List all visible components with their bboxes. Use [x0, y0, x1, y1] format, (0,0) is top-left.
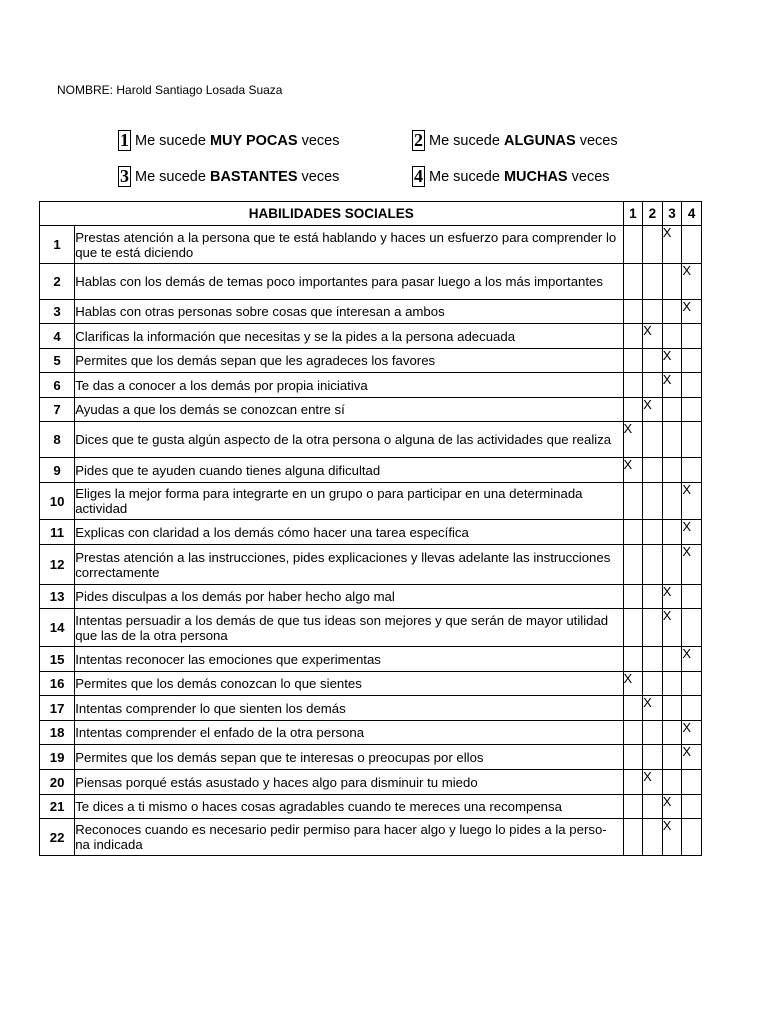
legend-bold: BASTANTES [209, 168, 298, 185]
row-statement: Permites que los demás sepan que te interesas o preocupas por ellos [75, 745, 623, 770]
table-row [40, 672, 702, 696]
answer-cell-1[interactable] [623, 483, 643, 520]
row-number: 14 [40, 609, 75, 647]
answer-cell-2[interactable] [643, 795, 663, 819]
answer-cell-4[interactable] [682, 609, 702, 647]
table-title: HABILIDADES SOCIALES [40, 202, 624, 226]
row-statement: Intentas comprender lo que sienten los demás [75, 696, 623, 721]
column-header-1: 1 [623, 202, 643, 226]
table-row [40, 300, 702, 324]
answer-cell-2[interactable] [643, 349, 663, 373]
answer-cell-1[interactable] [623, 324, 643, 349]
answer-cell-3[interactable] [662, 324, 682, 349]
answer-cell-2[interactable] [643, 373, 663, 398]
answer-cell-1[interactable] [623, 795, 643, 819]
answer-cell-4[interactable] [682, 819, 702, 856]
legend-bold: MUCHAS [503, 168, 568, 185]
answer-cell-2[interactable] [643, 300, 663, 324]
row-number: 11 [40, 520, 75, 545]
answer-cell-3[interactable] [662, 398, 682, 422]
answer-mark: X [662, 608, 672, 623]
legend-item-1 [118, 130, 339, 151]
answer-cell-4[interactable] [682, 226, 702, 264]
answer-cell-2[interactable] [643, 770, 663, 795]
answer-cell-1[interactable] [623, 585, 643, 609]
answer-cell-1[interactable] [623, 696, 643, 721]
table-row [40, 483, 702, 520]
answer-cell-4[interactable] [682, 770, 702, 795]
answer-cell-3[interactable] [662, 745, 682, 770]
answer-cell-3[interactable] [662, 585, 682, 609]
legend-bold: ALGUNAS [503, 132, 576, 149]
row-number: 22 [40, 819, 75, 856]
answer-cell-4[interactable] [682, 422, 702, 458]
answer-mark: X [623, 671, 633, 686]
answer-cell-3[interactable] [662, 520, 682, 545]
row-statement: Prestas atención a la persona que te está hablando y haces un esfuerzo para comprender lo que te está diciendo [75, 226, 623, 264]
answer-cell-2[interactable] [643, 520, 663, 545]
answer-mark: X [682, 299, 692, 314]
row-statement: Clarificas la información que necesitas y se la pides a la persona adecuada [75, 324, 623, 349]
answer-cell-3[interactable] [662, 373, 682, 398]
answer-cell-3[interactable] [662, 226, 682, 264]
row-statement: Intentas reconocer las emociones que experimentas [75, 647, 623, 672]
answer-mark: X [643, 397, 652, 412]
answer-cell-2[interactable] [643, 264, 663, 300]
answer-cell-1[interactable] [623, 819, 643, 856]
legend-item-3 [118, 166, 339, 187]
answer-cell-4[interactable] [682, 483, 702, 520]
legend-post: veces [301, 132, 340, 149]
answer-cell-4[interactable] [682, 264, 702, 300]
answer-cell-4[interactable] [682, 373, 702, 398]
answer-mark: X [682, 544, 692, 559]
legend-pre: Me sucede [429, 168, 500, 185]
answer-mark: X [682, 519, 692, 534]
row-statement: Eliges la mejor forma para integrarte en un grupo o para participar en una determinada actividad [75, 483, 623, 520]
answer-cell-4[interactable] [682, 324, 702, 349]
answer-cell-1[interactable] [623, 300, 643, 324]
answer-cell-2[interactable] [643, 226, 663, 264]
table-row [40, 745, 702, 770]
row-number: 19 [40, 745, 75, 770]
answer-mark: X [643, 769, 652, 784]
row-statement: Dices que te gusta algún aspecto de la otra persona o alguna de las actividades que realiza [75, 422, 623, 458]
legend-pre: Me sucede [429, 132, 500, 149]
answer-mark: X [662, 225, 672, 240]
answer-cell-1[interactable] [623, 458, 643, 483]
answer-cell-1[interactable] [623, 672, 643, 696]
row-number: 5 [40, 349, 75, 373]
answer-cell-1[interactable] [623, 647, 643, 672]
row-statement: Pides que te ayuden cuando tienes alguna dificultad [75, 458, 623, 483]
answer-cell-2[interactable] [643, 585, 663, 609]
answer-cell-3[interactable] [662, 483, 682, 520]
table-row [40, 545, 702, 585]
answer-cell-1[interactable] [623, 721, 643, 745]
row-number: 20 [40, 770, 75, 795]
table-row [40, 324, 702, 349]
answer-cell-1[interactable] [623, 422, 643, 458]
row-number: 18 [40, 721, 75, 745]
answer-mark: X [682, 646, 692, 661]
column-header-4: 4 [682, 202, 702, 226]
row-number: 2 [40, 264, 75, 300]
answer-cell-1[interactable] [623, 545, 643, 585]
table-row [40, 721, 702, 745]
row-number: 8 [40, 422, 75, 458]
answer-mark: X [623, 421, 633, 436]
row-number: 3 [40, 300, 75, 324]
answer-cell-2[interactable] [643, 696, 663, 721]
row-number: 16 [40, 672, 75, 696]
answer-mark: X [682, 263, 692, 278]
answer-cell-4[interactable] [682, 458, 702, 483]
answer-mark: X [643, 323, 652, 338]
answer-cell-1[interactable] [623, 373, 643, 398]
answer-cell-4[interactable] [682, 585, 702, 609]
answer-cell-2[interactable] [643, 609, 663, 647]
answer-cell-2[interactable] [643, 721, 663, 745]
row-statement: Te das a conocer a los demás por propia iniciativa [75, 373, 623, 398]
answer-cell-3[interactable] [662, 609, 682, 647]
name-label: NOMBRE: [57, 83, 114, 97]
answer-cell-4[interactable] [682, 672, 702, 696]
answer-cell-4[interactable] [682, 300, 702, 324]
answer-mark: X [643, 695, 652, 710]
social-skills-table [39, 201, 702, 856]
answer-cell-2[interactable] [643, 745, 663, 770]
column-header-3: 3 [662, 202, 682, 226]
answer-cell-2[interactable] [643, 422, 663, 458]
answer-cell-1[interactable] [623, 349, 643, 373]
row-statement: Intentas persuadir a los demás de que tus ideas son mejores y que serán de mayor utilidad que las de la otra persona [75, 609, 623, 647]
answer-cell-4[interactable] [682, 745, 702, 770]
legend-number: 4 [414, 166, 423, 186]
answer-mark: X [682, 744, 692, 759]
table-row [40, 585, 702, 609]
table-row [40, 422, 702, 458]
row-number: 1 [40, 226, 75, 264]
answer-mark: X [623, 457, 633, 472]
answer-mark: X [662, 584, 672, 599]
table-row [40, 458, 702, 483]
legend-post: veces [571, 168, 610, 185]
legend-number: 1 [120, 130, 129, 150]
table-row [40, 696, 702, 721]
row-number: 17 [40, 696, 75, 721]
answer-cell-1[interactable] [623, 520, 643, 545]
answer-cell-2[interactable] [643, 672, 663, 696]
answer-cell-1[interactable] [623, 609, 643, 647]
answer-cell-4[interactable] [682, 349, 702, 373]
legend-pre: Me sucede [135, 132, 206, 149]
answer-cell-3[interactable] [662, 770, 682, 795]
answer-mark: X [662, 372, 672, 387]
answer-cell-4[interactable] [682, 545, 702, 585]
row-number: 4 [40, 324, 75, 349]
row-statement: Te dices a ti mismo o haces cosas agradables cuando te mereces una recompensa [75, 795, 623, 819]
answer-cell-3[interactable] [662, 819, 682, 856]
answer-cell-2[interactable] [643, 545, 663, 585]
answer-cell-4[interactable] [682, 398, 702, 422]
legend-item-2 [412, 130, 618, 151]
answer-cell-3[interactable] [662, 300, 682, 324]
answer-cell-4[interactable] [682, 721, 702, 745]
row-statement: Prestas atención a las instrucciones, pides explicaciones y llevas adelante las instrucciones correctamente [75, 545, 623, 585]
answer-cell-4[interactable] [682, 647, 702, 672]
row-number: 13 [40, 585, 75, 609]
row-statement: Hablas con otras personas sobre cosas que interesan a ambos [75, 300, 623, 324]
row-number: 15 [40, 647, 75, 672]
answer-cell-3[interactable] [662, 795, 682, 819]
row-statement: Piensas porqué estás asustado y haces algo para disminuir tu miedo [75, 770, 623, 795]
table-body [40, 226, 702, 856]
answer-mark: X [682, 720, 692, 735]
answer-cell-4[interactable] [682, 520, 702, 545]
column-header-2: 2 [643, 202, 663, 226]
answer-cell-4[interactable] [682, 696, 702, 721]
row-statement: Intentas comprender el enfado de la otra persona [75, 721, 623, 745]
row-statement: Reconoces cuando es necesario pedir permiso para hacer algo y luego lo pides a la perso- na indicada [75, 819, 623, 856]
table-header-row [40, 202, 702, 226]
answer-cell-3[interactable] [662, 721, 682, 745]
legend-number: 2 [414, 130, 423, 150]
row-number: 7 [40, 398, 75, 422]
answer-mark: X [662, 818, 672, 833]
row-number: 9 [40, 458, 75, 483]
table-row [40, 398, 702, 422]
answer-cell-3[interactable] [662, 349, 682, 373]
answer-cell-3[interactable] [662, 647, 682, 672]
answer-cell-4[interactable] [682, 795, 702, 819]
answer-cell-2[interactable] [643, 819, 663, 856]
answer-cell-1[interactable] [623, 745, 643, 770]
table-row [40, 520, 702, 545]
answer-cell-3[interactable] [662, 264, 682, 300]
row-statement: Hablas con los demás de temas poco importantes para pasar luego a los más importantes [75, 264, 623, 300]
table-row [40, 770, 702, 795]
row-statement: Permites que los demás conozcan lo que sientes [75, 672, 623, 696]
row-statement: Pides disculpas a los demás por haber hecho algo mal [75, 585, 623, 609]
legend-post: veces [301, 168, 340, 185]
answer-cell-1[interactable] [623, 398, 643, 422]
answer-cell-3[interactable] [662, 422, 682, 458]
table-row [40, 795, 702, 819]
answer-cell-2[interactable] [643, 324, 663, 349]
row-number: 12 [40, 545, 75, 585]
table-row [40, 819, 702, 856]
table-row [40, 647, 702, 672]
answer-mark: X [682, 482, 692, 497]
answer-cell-2[interactable] [643, 647, 663, 672]
row-number: 6 [40, 373, 75, 398]
answer-mark: X [662, 348, 672, 363]
row-statement: Permites que los demás sepan que les agradeces los favores [75, 349, 623, 373]
legend-post: veces [579, 132, 618, 149]
name-value: Harold Santiago Losada Suaza [116, 83, 283, 97]
answer-cell-1[interactable] [623, 770, 643, 795]
answer-cell-2[interactable] [643, 398, 663, 422]
answer-cell-3[interactable] [662, 672, 682, 696]
table-row [40, 264, 702, 300]
legend-item-4 [412, 166, 610, 187]
row-number: 10 [40, 483, 75, 520]
answer-cell-1[interactable] [623, 264, 643, 300]
table-row [40, 349, 702, 373]
answer-mark: X [662, 794, 672, 809]
student-name-line [57, 83, 282, 97]
row-statement: Explicas con claridad a los demás cómo hacer una tarea específica [75, 520, 623, 545]
legend-pre: Me sucede [135, 168, 206, 185]
answer-cell-3[interactable] [662, 545, 682, 585]
legend-number: 3 [120, 166, 129, 186]
table-row [40, 226, 702, 264]
answer-cell-2[interactable] [643, 483, 663, 520]
table-row [40, 609, 702, 647]
row-statement: Ayudas a que los demás se conozcan entre sí [75, 398, 623, 422]
answer-cell-1[interactable] [623, 226, 643, 264]
answer-cell-3[interactable] [662, 458, 682, 483]
answer-cell-2[interactable] [643, 458, 663, 483]
legend-bold: MUY POCAS [209, 132, 298, 149]
answer-cell-3[interactable] [662, 696, 682, 721]
row-number: 21 [40, 795, 75, 819]
table-row [40, 373, 702, 398]
